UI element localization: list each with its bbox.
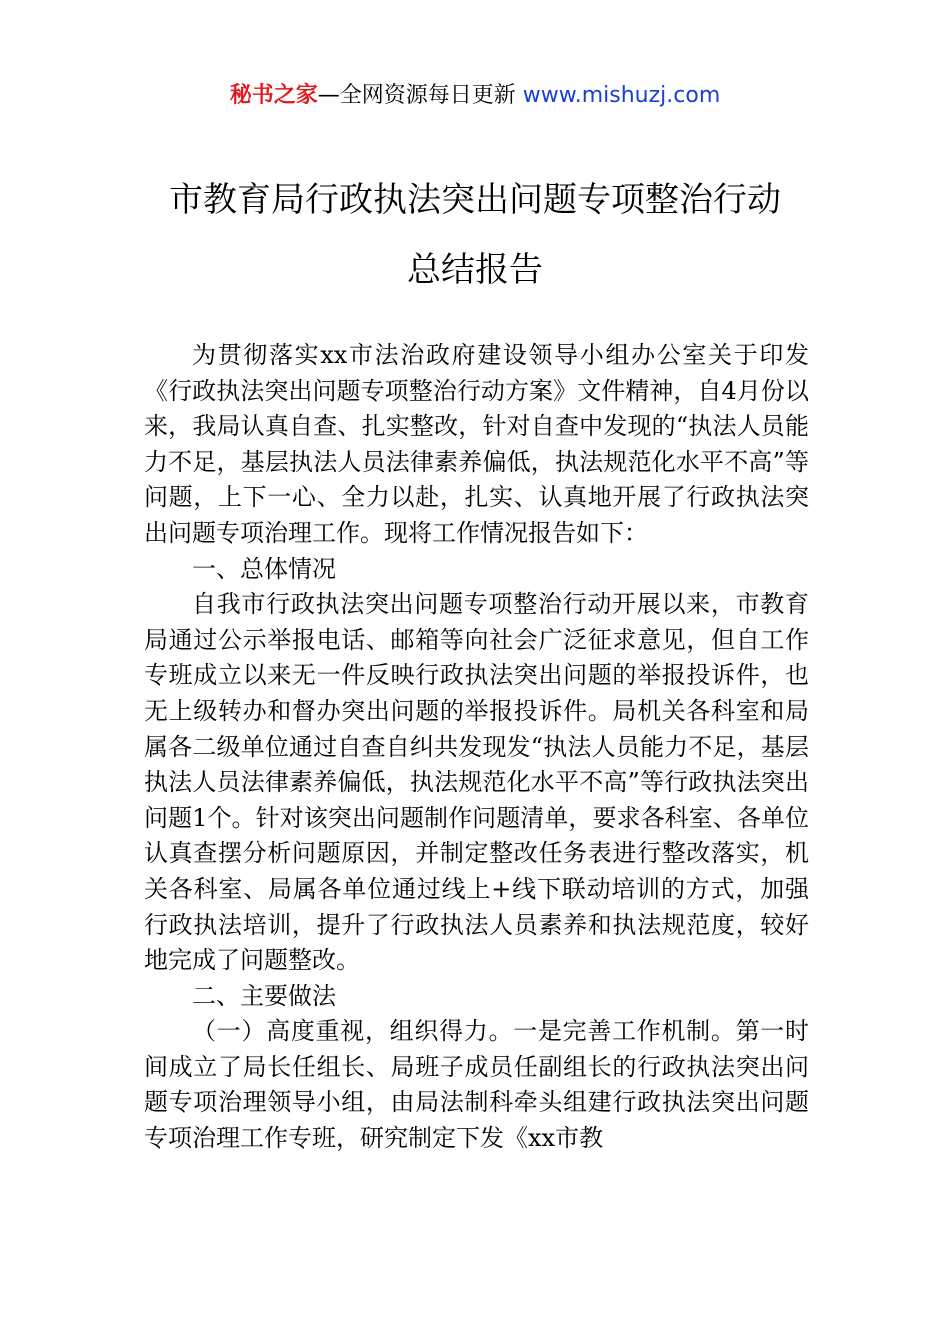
section-heading-overview: 一、总体情况 bbox=[192, 554, 336, 583]
overview-paragraph: 自我市行政执法突出问题专项整治行动开展以来，市教育局通过公示举报电话、邮箱等向社会广泛征求意见，但自工作专班成立以来无一件反映行政执法突出问题的举报投诉件，也无上级转办和督办突出问题的举报投诉件。局机关各科室和局属各二级单位通过自查自纠共发现发“执法人员能力不足，基层执法人员法律素养偏低，执法规范化水平不高”等行政执法突出问题1个。针对该突出问题制作问题清单，要求各科室、各单位认真查摆分析问题原因，并制定整改任务表进行整改落实，机关各科室、局属各单位通过线上+线下联动培训的方式，加强行政执法培训，提升了行政执法人员素养和执法规范度，较好地完成了问题整改。 bbox=[144, 590, 809, 975]
document-title-line-2: 总结报告 bbox=[407, 250, 543, 290]
site-url-link[interactable]: www.mishuzj.com bbox=[522, 83, 721, 108]
brand-name: 秘书之家 bbox=[229, 83, 318, 108]
intro-paragraph: 为贯彻落实xx市法治政府建设领导小组办公室关于印发《行政执法突出问题专项整治行动方案》文件精神，自4月份以来，我局认真自查、扎实整改，针对自查中发现的“执法人员能力不足，基层执法人员法律素养偏低，执法规范化水平不高”等问题，上下一心、全力以赴，扎实、认真地开展了行政执法突出问题专项治理工作。现将工作情况报告如下： bbox=[144, 341, 809, 547]
header-tagline: —全网资源每日更新 bbox=[317, 83, 523, 108]
measures-paragraph: （一）高度重视，组织得力。一是完善工作机制。第一时间成立了局长任组长、局班子成员任副组长的行政执法突出问题专项治理领导小组，由局法制科牵头组建行政执法突出问题专项治理工作专班，研究制定下发《xx市教 bbox=[144, 1017, 809, 1153]
document-body bbox=[144, 338, 809, 1157]
section-heading-measures: 二、主要做法 bbox=[192, 981, 336, 1010]
document-title-line-1: 市教育局行政执法突出问题专项整治行动 bbox=[169, 180, 781, 220]
site-header bbox=[0, 80, 950, 112]
